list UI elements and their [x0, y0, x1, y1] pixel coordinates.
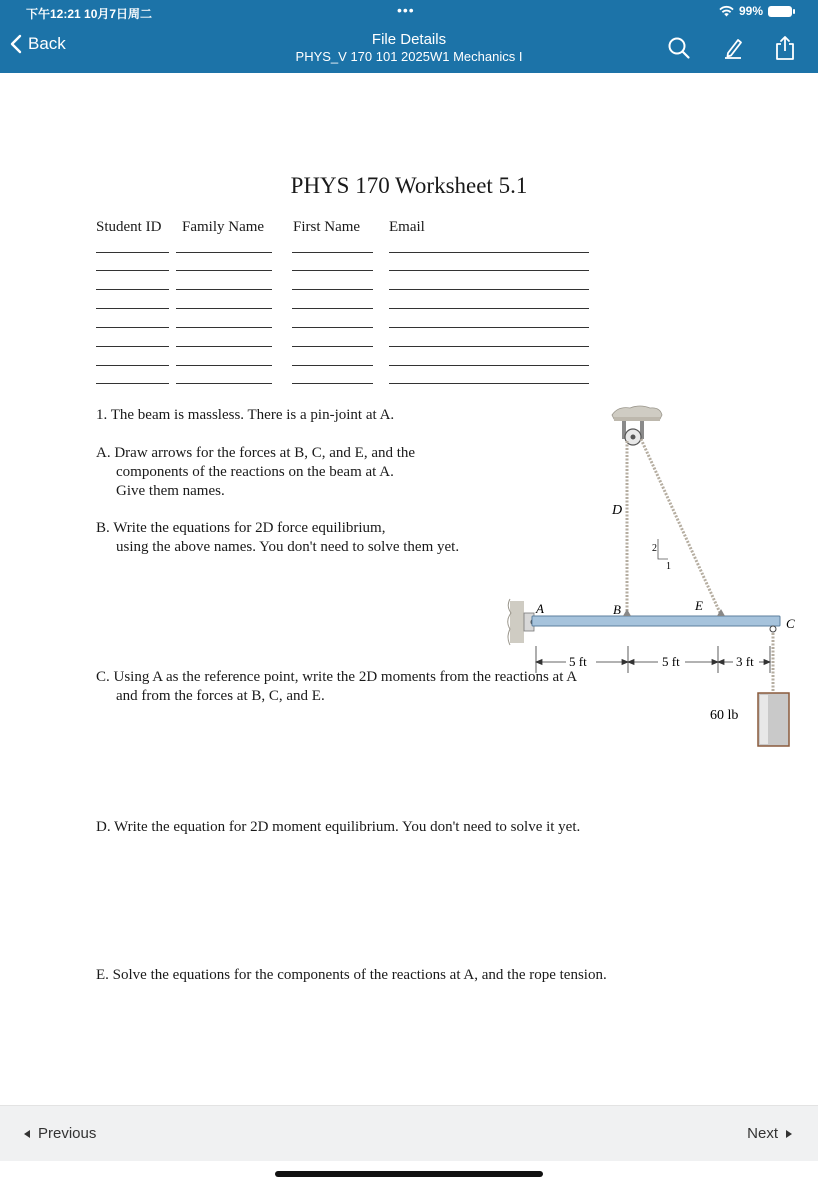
- caret-left-icon: [24, 1130, 30, 1138]
- question-c-line-1: C. Using A as the reference point, write the 2D moments from the reactions at A: [96, 669, 578, 685]
- battery-percent: 99%: [738, 4, 763, 18]
- caret-right-icon: [786, 1130, 792, 1138]
- worksheet-title: PHYS 170 Worksheet 5.1: [290, 173, 528, 198]
- header-email: Email: [389, 219, 425, 235]
- wifi-icon: [719, 6, 734, 17]
- label-b: B: [613, 602, 621, 617]
- next-label: Next: [747, 1125, 778, 1142]
- share-icon: [773, 35, 797, 61]
- back-button[interactable]: [10, 34, 66, 54]
- beam: [532, 616, 780, 626]
- label-a: A: [536, 601, 544, 616]
- question-d: D. Write the equation for 2D moment equilibrium. You don't need to solve it yet.: [96, 819, 581, 835]
- dim-label-3: 3 ft: [736, 654, 754, 669]
- dim-label-1: 5 ft: [569, 654, 587, 669]
- question-a-line-2: components of the reactions on the beam at A.: [116, 464, 394, 480]
- question-b-line-1: B. Write the equations for 2D force equilibrium,: [96, 520, 386, 536]
- question-e: E. Solve the equations for the components of the reactions at A, and the rope tension.: [96, 967, 607, 983]
- page-title: File Details: [371, 31, 447, 48]
- search-button[interactable]: [664, 33, 694, 63]
- beam-figure: [500, 401, 810, 723]
- next-button[interactable]: [747, 1125, 792, 1142]
- home-indicator[interactable]: [275, 1171, 543, 1177]
- header-title-block: [209, 31, 609, 65]
- status-time: 下午12:21 10月7日周二: [26, 7, 153, 21]
- battery-icon: [768, 6, 792, 17]
- page-subtitle: PHYS_V 170 101 2025W1 Mechanics I: [295, 49, 523, 64]
- status-right: [719, 4, 792, 18]
- app-bar: [0, 0, 818, 73]
- slope-run: 1: [666, 561, 671, 572]
- slope-rise: 2: [652, 543, 657, 554]
- question-c-line-2: and from the forces at B, C, and E.: [116, 688, 325, 704]
- label-e: E: [695, 598, 703, 613]
- document-page[interactable]: [0, 73, 818, 1105]
- search-icon: [667, 36, 691, 60]
- previous-label: Previous: [38, 1125, 97, 1142]
- status-bar: [0, 0, 818, 26]
- bottom-nav: [0, 1105, 818, 1161]
- question-a-line-3: Give them names.: [116, 483, 225, 499]
- label-c: C: [786, 616, 795, 631]
- dim-label-2: 5 ft: [662, 654, 680, 669]
- multitask-dots[interactable]: •••: [397, 2, 415, 18]
- label-d: D: [612, 503, 623, 518]
- header-student-id: Student ID: [96, 219, 162, 235]
- annotate-button[interactable]: [718, 33, 748, 63]
- question-b-line-2: using the above names. You don't need to solve them yet.: [116, 539, 460, 555]
- header-family-name: Family Name: [182, 219, 265, 235]
- weight-label: 60 lb: [710, 708, 739, 723]
- header-first-name: First Name: [293, 219, 361, 235]
- share-button[interactable]: [770, 33, 800, 63]
- pen-icon: [721, 36, 745, 60]
- back-label: Back: [28, 34, 66, 53]
- question-1: 1. The beam is massless. There is a pin-joint at A.: [96, 407, 395, 423]
- previous-button[interactable]: [24, 1125, 96, 1142]
- question-a-line-1: A. Draw arrows for the forces at B, C, and E, and the: [96, 445, 416, 461]
- chevron-left-icon: [10, 34, 22, 54]
